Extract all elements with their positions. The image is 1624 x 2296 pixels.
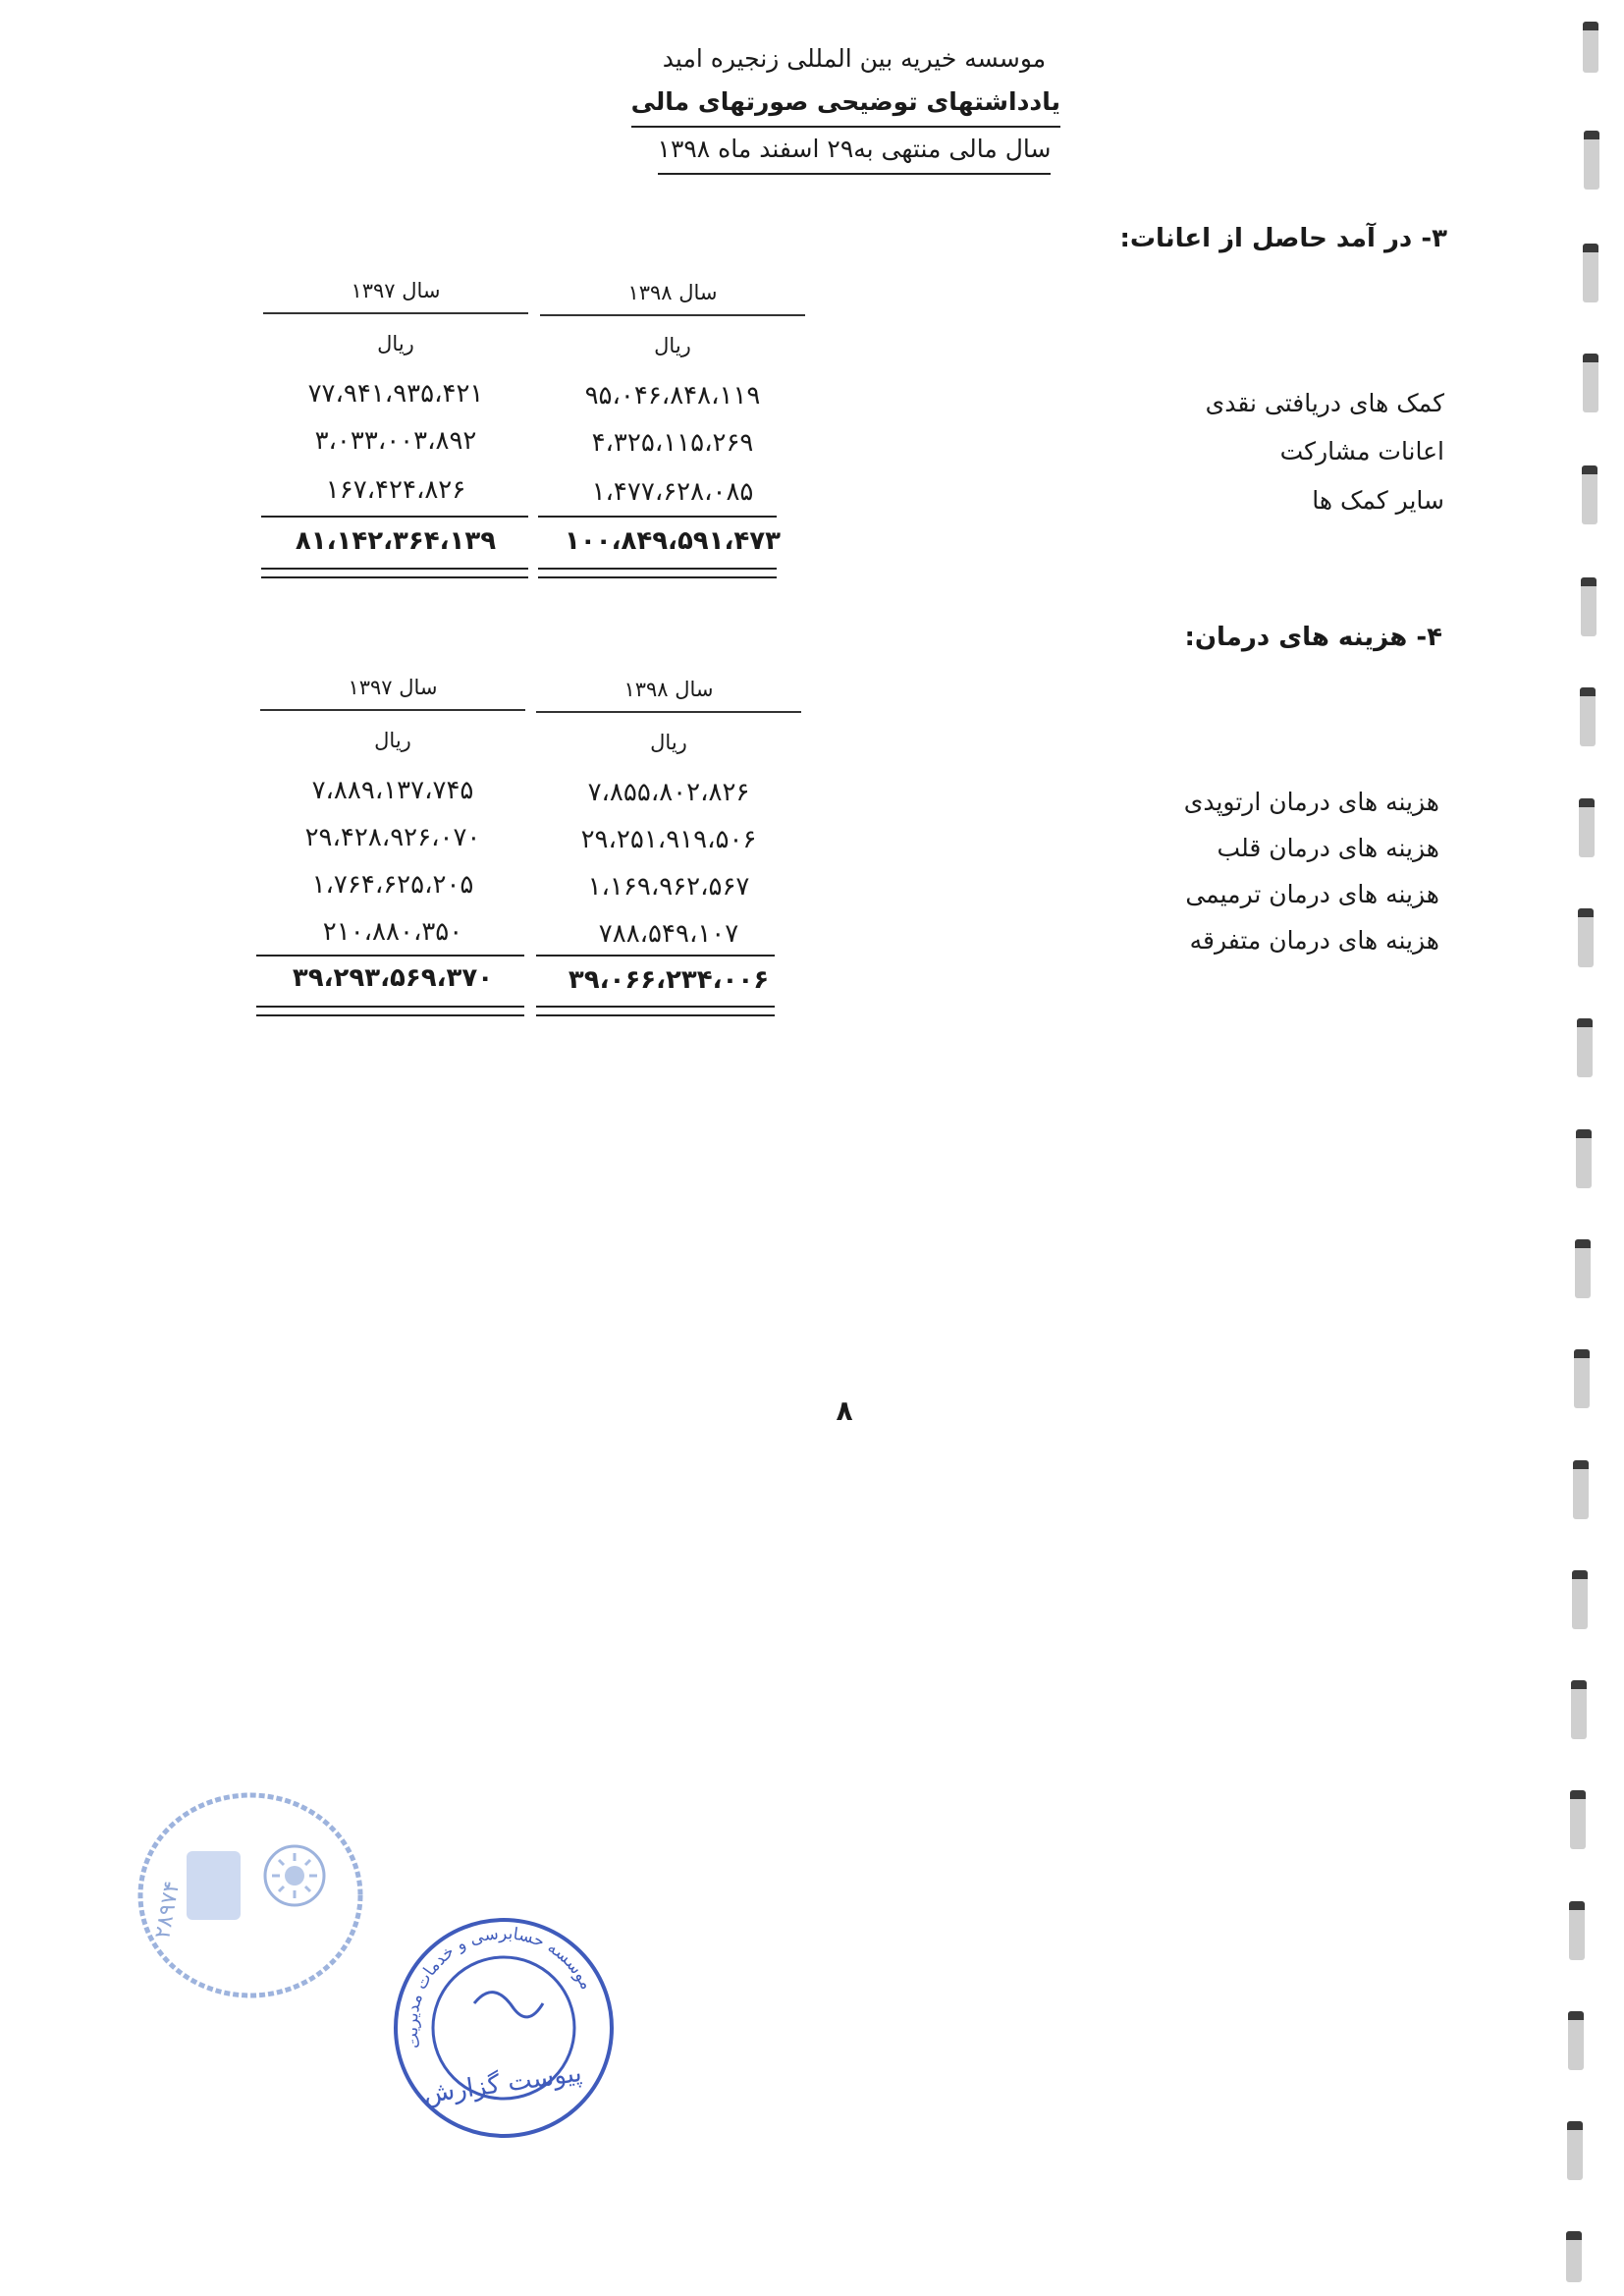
s3-total-1398: ۱۰۰،۸۴۹،۵۹۱،۴۷۳ — [564, 526, 782, 556]
s4-row-label: هزینه های درمان متفرقه — [1189, 926, 1439, 955]
auditor-stamp-ring-text: موسسه حسابرسی و خدمات مدیریت — [402, 1924, 597, 2050]
auditor-stamp — [381, 1900, 626, 2156]
s4-total-double-rule-1398 — [536, 1006, 775, 1016]
s4-row-value-1397: ۱،۷۶۴،۶۲۵،۲۰۵ — [311, 870, 474, 900]
binder-hole-mark — [1568, 2011, 1584, 2070]
binder-hole-mark — [1573, 1460, 1589, 1519]
s4-year-1398: سال ۱۳۹۸ — [536, 678, 801, 713]
s4-row-value-1398: ۱،۱۶۹،۹۶۲،۵۶۷ — [587, 872, 750, 902]
s3-subtotal-rule-1397 — [261, 516, 528, 518]
s4-currency-1398: ریال — [650, 731, 687, 754]
s4-row-value-1398: ۷۸۸،۵۴۹،۱۰۷ — [598, 919, 739, 949]
binder-hole-mark — [1580, 687, 1596, 746]
s4-subtotal-rule-1398 — [536, 955, 775, 957]
binder-hole-mark — [1578, 908, 1594, 967]
organization-name: موسسه خیریه بین المللی زنجیره امید — [662, 44, 1047, 73]
binder-hole-mark — [1584, 131, 1599, 190]
s3-subtotal-rule-1398 — [538, 516, 777, 518]
s4-subtotal-rule-1397 — [256, 955, 524, 957]
s3-row-value-1397: ۷۷،۹۴۱،۹۳۵،۴۲۱ — [307, 379, 484, 409]
s4-col-header-1398 — [536, 678, 801, 754]
seal-sun-core — [285, 1866, 304, 1886]
binder-hole-mark — [1567, 2121, 1583, 2180]
s4-row-label: هزینه های درمان ارتوپدی — [1183, 788, 1439, 816]
binder-hole-mark — [1576, 1129, 1592, 1188]
binder-hole-mark — [1574, 1349, 1590, 1408]
s3-year-1398: سال ۱۳۹۸ — [540, 281, 805, 316]
s4-row-value-1397: ۲۱۰،۸۸۰،۳۵۰ — [322, 917, 463, 947]
charity-seal-stamp — [128, 1782, 373, 2008]
s4-row-value-1398: ۲۹،۲۵۱،۹۱۹،۵۰۶ — [580, 825, 757, 854]
s4-row-value-1397: ۷،۸۸۹،۱۳۷،۷۴۵ — [311, 776, 474, 805]
page-number: ۸ — [836, 1394, 853, 1427]
s4-col-header-1397 — [260, 676, 525, 752]
s3-row-value-1397: ۳،۰۳۳،۰۰۳،۸۹۲ — [314, 426, 477, 456]
binder-hole-mark — [1572, 1570, 1588, 1629]
section-3-title: ۳- در آمد حاصل از اعانات: — [1119, 224, 1447, 253]
binder-hole-mark — [1575, 1239, 1591, 1298]
s3-currency-1397: ریال — [377, 332, 414, 355]
binder-hole-mark — [1569, 1901, 1585, 1960]
s4-currency-1397: ریال — [374, 729, 411, 752]
s3-total-1397: ۸۱،۱۴۲،۳۶۴،۱۳۹ — [295, 526, 497, 556]
s3-total-double-rule-1397 — [261, 568, 528, 578]
s3-col-header-1397 — [263, 279, 528, 355]
s4-row-label: هزینه های درمان قلب — [1217, 834, 1439, 862]
s3-currency-1398: ریال — [654, 334, 691, 357]
s3-year-1397: سال ۱۳۹۷ — [263, 279, 528, 314]
s4-row-value-1398: ۷،۸۵۵،۸۰۲،۸۲۶ — [587, 778, 750, 807]
s3-col-header-1398 — [540, 281, 805, 357]
binder-hole-mark — [1577, 1018, 1593, 1077]
binder-hole-mark — [1583, 22, 1598, 73]
binder-hole-mark — [1583, 244, 1598, 302]
s4-year-1397: سال ۱۳۹۷ — [260, 676, 525, 711]
seal-registration-number: ۲۸۹۷۴ — [150, 1879, 186, 1941]
s3-row-value-1398: ۹۵،۰۴۶،۸۴۸،۱۱۹ — [584, 381, 761, 410]
auditor-stamp-caption: پیوست گزارش — [421, 2057, 584, 2110]
s3-total-double-rule-1398 — [538, 568, 777, 578]
document-header — [630, 37, 1060, 175]
document-title: یادداشتهای توضیحی صورتهای مالی — [631, 81, 1060, 128]
fiscal-period: سال مالی منتهی به۲۹ اسفند ماه ۱۳۹۸ — [658, 128, 1052, 175]
s3-row-label: کمک های دریافتی نقدی — [1205, 389, 1444, 417]
binder-hole-mark — [1582, 465, 1597, 524]
s4-total-1397: ۳۹،۲۹۳،۵۶۹،۳۷۰ — [292, 963, 494, 993]
s3-row-value-1397: ۱۶۷،۴۲۴،۸۲۶ — [325, 475, 466, 505]
s4-total-1398: ۳۹،۰۶۶،۲۳۴،۰۰۶ — [568, 965, 770, 995]
s4-row-label: هزینه های درمان ترمیمی — [1185, 880, 1439, 908]
s3-row-label: اعانات مشارکت — [1279, 437, 1444, 465]
s4-row-value-1397: ۲۹،۴۲۸،۹۲۶،۰۷۰ — [304, 823, 481, 852]
binder-hole-mark — [1566, 2231, 1582, 2282]
binder-hole-mark — [1579, 798, 1595, 857]
s3-row-value-1398: ۱،۴۷۷،۶۲۸،۰۸۵ — [591, 477, 754, 507]
s3-row-value-1398: ۴،۳۲۵،۱۱۵،۲۶۹ — [591, 428, 754, 458]
seal-logo-block — [187, 1851, 241, 1920]
auditor-stamp-signature — [474, 1993, 543, 2017]
binder-hole-mark — [1581, 577, 1597, 636]
s3-row-label: سایر کمک ها — [1312, 486, 1444, 515]
binder-hole-mark — [1583, 354, 1598, 412]
binder-hole-mark — [1570, 1790, 1586, 1849]
section-4-title: ۴- هزینه های درمان: — [1184, 623, 1442, 652]
binder-hole-mark — [1571, 1680, 1587, 1739]
s4-total-double-rule-1397 — [256, 1006, 524, 1016]
